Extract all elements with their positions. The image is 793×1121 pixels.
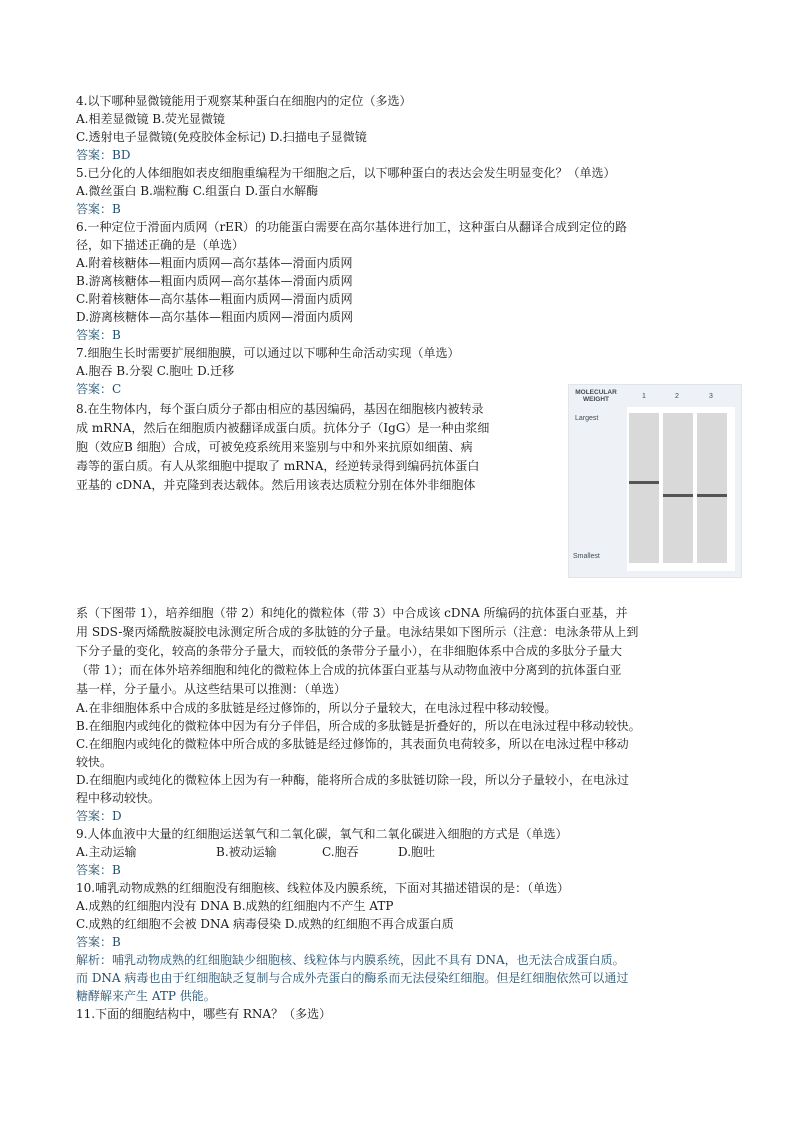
question-6-option-d: D.游离核糖体—高尔基体—粗面内质网—滑面内质网 [76, 310, 354, 324]
question-8-line-2: 成 mRNA，然后在细胞质内被翻译成蛋白质。抗体分子（IgG）是一种由浆细 [76, 421, 490, 435]
question-10-explanation-line-1: 解析：哺乳动物成熟的红细胞缺少细胞核、线粒体与内膜系统，因此不具有 DNA，也无法合成蛋白质。 [76, 953, 625, 967]
sds-page-gel-figure [568, 384, 742, 578]
question-8-line-8: 下分子量的变化，较高的条带分子量大，而较低的条带分子量小），在非细胞体系中合成的多肽分子量大 [76, 644, 623, 658]
largest-label: Largest [575, 415, 599, 422]
question-10-explanation-line-2: 而 DNA 病毒也由于红细胞缺乏复制与合成外壳蛋白的酶系而无法侵染红细胞。但是红细胞依然可以通过 [76, 971, 629, 985]
lane-1-number: 1 [642, 393, 646, 400]
lane-3-number: 3 [709, 393, 713, 400]
question-7: 7.细胞生长时需要扩展细胞膜，可以通过以下哪种生命活动实现（单选） [76, 346, 460, 360]
question-7-options: A.胞吞 B.分裂 C.胞吐 D.迁移 [76, 364, 235, 378]
question-8-option-c-line-2: 较快。 [76, 755, 113, 769]
question-9-option-a: A.主动运输 [76, 845, 137, 859]
question-6-option-b: B.游离核糖体—粗面内质网—高尔基体—滑面内质网 [76, 274, 353, 288]
question-5-answer: 答案：B [76, 202, 121, 216]
question-8-line-10: 基一样，分子量小。从这些结果可以推测：（单选） [76, 682, 347, 696]
question-6-option-a: A.附着核糖体—粗面内质网—高尔基体—滑面内质网 [76, 256, 353, 270]
question-4: 4.以下哪种显微镜能用于观察某种蛋白在细胞内的定位（多选） [76, 94, 412, 108]
question-8-line-9: （带 1）；而在体外培养细胞和纯化的微粒体上合成的抗体蛋白亚基与从动物血液中分离到的抗体蛋白亚 [76, 663, 622, 677]
question-8-line-1: 8.在生物体内，每个蛋白质分子都由相应的基因编码，基因在细胞核内被转录 [76, 402, 484, 416]
question-5: 5.已分化的人体细胞如表皮细胞重编程为干细胞之后，以下哪种蛋白的表达会发生明显变化？（单选） [76, 166, 616, 180]
question-4-options-ab: A.相差显微镜 B.荧光显微镜 [76, 112, 225, 126]
question-8-option-b: B.在细胞内或纯化的微粒体中因为有分子伴侣，所合成的多肽链是折叠好的，所以在电泳过程中移动较快。 [76, 719, 641, 733]
question-6-line-1: 6.一种定位于滑面内质网（rER）的功能蛋白需要在高尔基体进行加工，这种蛋白从翻译合成到定位的路 [76, 220, 627, 234]
gel-band-3 [697, 494, 727, 497]
question-8-line-6: 系（下图带 1），培养细胞（带 2）和纯化的微粒体（带 3）中合成该 cDNA 所编码的抗体蛋白亚基，并 [76, 606, 628, 620]
question-9-option-c: C.胞吞 [322, 845, 359, 859]
question-10-options-ab: A.成熟的红细胞内没有 DNA B.成熟的红细胞内不产生 ATP [76, 899, 394, 913]
question-8-line-7: 用 SDS-聚丙烯酰胺凝胶电泳测定所合成的多肽链的分子量。电泳结果如下图所示（注意：电泳条带从上到 [76, 625, 639, 639]
question-9-answer: 答案：B [76, 863, 121, 877]
question-9-option-d: D.胞吐 [398, 845, 436, 859]
gel-lane-1 [629, 413, 659, 563]
question-11: 11.下面的细胞结构中，哪些有 RNA？（多选） [76, 1007, 332, 1021]
question-5-options: A.微丝蛋白 B.端粒酶 C.组蛋白 D.蛋白水解酶 [76, 184, 319, 198]
question-9: 9.人体血液中大量的红细胞运送氧气和二氧化碳，氧气和二氧化碳进入细胞的方式是（单选） [76, 827, 568, 841]
gel-band-2 [663, 494, 693, 497]
question-9-option-b: B.被动运输 [216, 845, 277, 859]
question-8-option-d-line-1: D.在细胞内或纯化的微粒体上因为有一种酶，能将所合成的多肽链切除一段，所以分子量较小，在电泳过 [76, 773, 630, 787]
molecular-weight-label: MOLECULAR WEIGHT [575, 389, 617, 403]
question-8-option-d-line-2: 程中移动较快。 [76, 791, 161, 805]
gel-lane-3 [697, 413, 727, 563]
question-8-line-5: 亚基的 cDNA，并克隆到表达载体。然后用该表达质粒分别在体外非细胞体 [76, 478, 476, 492]
question-10-explanation-line-3: 糖酵解来产生 ATP 供能。 [76, 989, 216, 1003]
gel-band-1 [629, 481, 659, 484]
question-8-line-3: 胞（效应B 细胞）合成，可被免疫系统用来鉴别与中和外来抗原如细菌、病 [76, 440, 473, 454]
question-8-option-a: A.在非细胞体系中合成的多肽链是经过修饰的，所以分子量较大，在电泳过程中移动较慢。 [76, 701, 557, 715]
question-10-answer: 答案：B [76, 935, 121, 949]
question-10: 10.哺乳动物成熟的红细胞没有细胞核、线粒体及内膜系统，下面对其描述错误的是：（单选） [76, 881, 570, 895]
question-4-answer: 答案：BD [76, 148, 131, 162]
lane-2-number: 2 [675, 393, 679, 400]
gel-lane-2 [663, 413, 693, 563]
question-6-answer: 答案：B [76, 328, 121, 342]
question-8-line-4: 毒等的蛋白质。有人从浆细胞中提取了 mRNA，经逆转录得到编码抗体蛋白 [76, 459, 480, 473]
question-6-option-c: C.附着核糖体—高尔基体—粗面内质网—滑面内质网 [76, 292, 353, 306]
question-7-answer: 答案：C [76, 382, 122, 396]
question-10-options-cd: C.成熟的红细胞不会被 DNA 病毒侵染 D.成熟的红细胞不再合成蛋白质 [76, 917, 454, 931]
question-8-answer: 答案：D [76, 809, 122, 823]
question-8-option-c-line-1: C.在细胞内或纯化的微粒体中所合成的多肽链是经过修饰的，其表面负电荷较多，所以在电泳过程中移动 [76, 737, 629, 751]
question-4-options-cd: C.透射电子显微镜(免疫胶体金标记) D.扫描电子显微镜 [76, 130, 367, 144]
smallest-label: Smallest [573, 553, 600, 560]
gel-area [627, 407, 735, 571]
question-6-line-2: 径，如下描述正确的是（单选） [76, 238, 245, 252]
